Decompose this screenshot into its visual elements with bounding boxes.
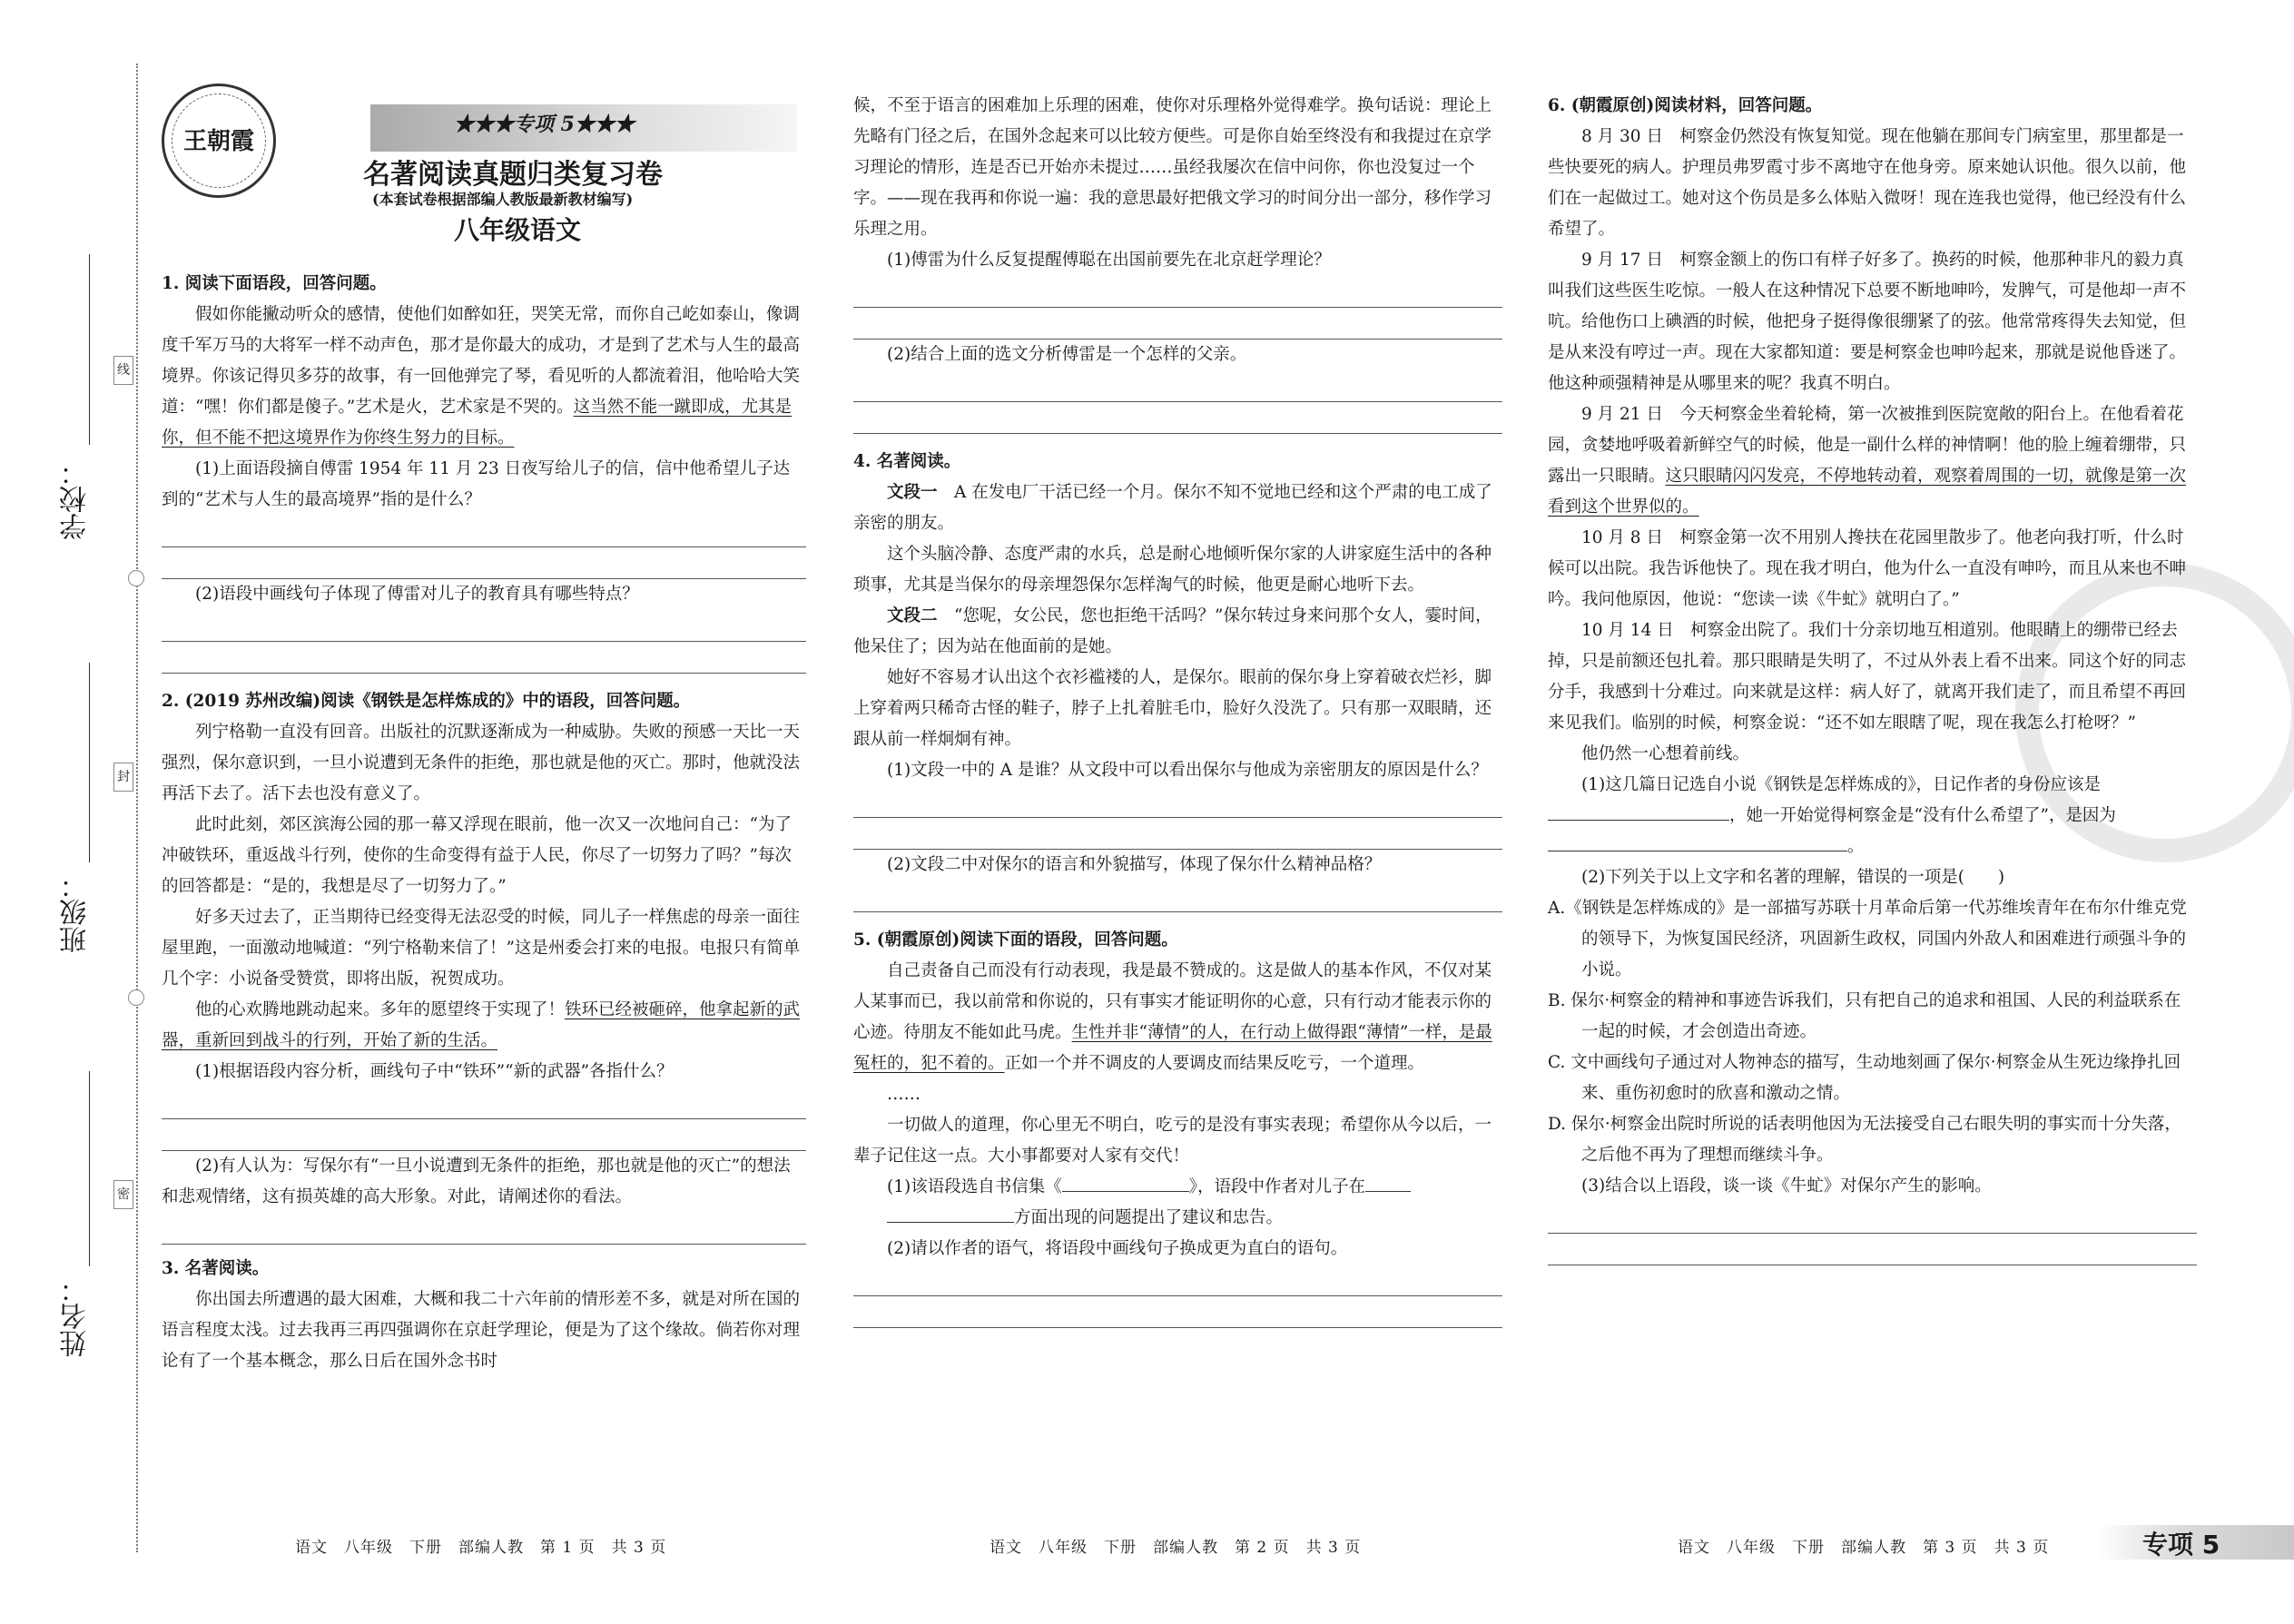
answer-line[interactable] [162,642,806,674]
series-label: ★★★专项 5★★★ [454,113,635,136]
answer-line[interactable] [853,818,1502,850]
class-label: 班级： [60,871,92,953]
q2-p4: 他的心欢腾地跳动起来。多年的愿望终于实现了！铁环已经被砸碎，他拿起新的武器，重新回到战斗的行列，开始了新的生活。 [162,1000,801,1050]
q4-sub1: (1)文段一中的 A 是谁？从文段中可以看出保尔与他成为亲密朋友的原因是什么？ [887,761,1488,780]
q6-title: 6. (朝霞原创)阅读材料，回答问题。 [1548,96,1823,115]
q6-p2: 9 月 17 日 柯察金额上的伤口有样子好多了。换药的时候，他那种非凡的毅力真叫我们这些医生吃惊。一般人在这种情况下总要不断地呻吟，发脾气，可是他却一声不吭。给他伤口上碘酒的时候，他把身子挺得像很绷紧了的弦。他常常疼得失去知觉，但是从来没有哼过一声。现在大家都知道：要是柯察金也呻吟起来，那就是说他昏迷了。他这种顽强精神是从哪里来的呢？我真不明白。 [1548,251,2187,393]
footer-page-3: 语文 八年级 下册 部编人教 第 3 页 共 3 页 [1678,1539,2050,1557]
q5-sub1-cont: 方面出现的问题提出了建议和忠告。 [853,1203,1502,1234]
class-field[interactable] [89,663,90,862]
q1-passage: 假如你能撇动听众的感情，使他们如醉如狂，哭笑无常，而你自己屹如泰山，像调度千军万马的大将军一样不动声色，那才是你最大的成功，才是到了艺术与人生的最高境界。你该记得贝多芬的故事，有一回他弹完了琴，看见听的人都流着泪，他哈哈大笑道：“嘿！你们都是傻子。”艺术是火，艺术家是不哭的。这当然不能一蹴即成，尤其是你，但不能不把这境界作为你终生努力的目标。 [162,305,801,448]
answer-line[interactable] [853,370,1502,402]
q2-underlined: 铁环已经被砸碎，他拿起新的武器，重新回到战斗的行列，开始了新的生活。 [162,1000,801,1050]
q3-title: 3. 名著阅读。 [162,1259,270,1278]
page-3-column [1548,91,2197,1265]
q2-title: 2. (2019 苏州改编)阅读《钢铁是怎样炼成的》中的语段，回答问题。 [162,692,691,711]
paper-subject: 八年级语文 [454,215,582,245]
q4-seg2: 文段二 “您呢，女公民，您也拒绝干活吗？”保尔转过身来问那个女人，霎时间，他呆住了；因为站在他面前的是她。 [853,606,1492,656]
answer-line[interactable] [162,1088,806,1119]
logo-icon [162,84,276,198]
school-field[interactable] [89,254,90,445]
paper-title: 名著阅读真题归类复习卷 [363,159,663,191]
q1-underlined: 这当然不能一蹴即成，尤其是你，但不能不把这境界作为你终生努力的目标。 [162,398,793,448]
q6-option-b[interactable]: B. 保尔·柯察金的精神和事迹告诉我们，只有把自己的追求和祖国、人民的利益联系在一起的时候，才会创造出奇迹。 [1548,991,2181,1041]
binding-mark-feng: 封 [113,763,133,792]
q5-sub2: (2)请以作者的语气，将语段中画线句子换成更为直白的语句。 [887,1239,1348,1258]
q6-sub1: (1)这几篇日记选自小说《钢铁是怎样炼成的》，日记作者的身份应该是，她一开始觉得柯察金是“没有什么希望了”，是因为。 [1548,770,2197,862]
q6-sub3: (3)结合以上语段，谈一谈《牛虻》对保尔产生的影响。 [1581,1176,1992,1196]
q6-p3: 9 月 21 日 今天柯察金坐着轮椅，第一次被推到医院宽敞的阳台上。在他看着花园，贪婪地呼吸着新鲜空气的时候，他是一副什么样的神情啊！他的脸上缠着绷带，只露出一只眼睛。这只眼睛闪闪发亮，不停地转动着，观察着周围的一切，就像是第一次看到这个世界似的。 [1548,405,2187,517]
fill-blank[interactable] [887,1204,1014,1223]
q5-sub1: (1)该语段选自书信集《 》，语段中作者对儿子在 [853,1172,1502,1203]
q6-option-a[interactable]: A.《钢铁是怎样炼成的》是一部描写苏联十月革命后第一代苏维埃青年在布尔什维克党的领导下，为恢复国民经济，巩固新生政权，同国内外敌人和困难进行顽强斗争的小说。 [1548,899,2187,979]
q4-seg1-label: 文段一 [887,483,938,502]
q5-underlined: 生性并非“薄情”的人，在行动上做得跟“薄情”一样，是最冤枉的，犯不着的。 [853,1023,1492,1073]
q3-sub2: (2)结合上面的选文分析傅雷是一个怎样的父亲。 [887,345,1247,364]
q1-title: 1. 阅读下面语段，回答问题。 [162,274,387,293]
q4-seg1: 文段一 A 在发电厂干活已经一个月。保尔不知不觉地已经和这个严肃的电工成了亲密的朋友。 [853,483,1492,533]
answer-line[interactable] [853,402,1502,434]
name-field[interactable] [89,1071,90,1266]
q6-sub2: (2)下列关于以上文字和名著的理解，错误的一项是( ) [1581,868,2005,887]
q4-title: 4. 名著阅读。 [853,452,961,471]
logo-text: 王朝霞 [182,128,254,155]
q6-underlined: 这只眼睛闪闪发亮，不停地转动着，观察着周围的一切，就像是第一次看到这个世界似的。 [1548,467,2187,517]
fill-blank[interactable] [1365,1173,1411,1192]
q6-option-c[interactable]: C. 文中画线句子通过对人物神态的描写，生动地刻画了保尔·柯察金从生死边缘挣扎回来、重伤初愈时的欣喜和激动之情。 [1548,1053,2181,1103]
q5-p2: 一切做人的道理，你心里无不明白，吃亏的是没有事实表现；希望你从今以后，一辈子记住这一点。大小事都要对人家有交代！ [853,1116,1492,1166]
q6-p5: 10 月 14 日 柯察金出院了。我们十分亲切地互相道别。他眼睛上的绷带已经去掉，只是前额还包扎着。那只眼睛是失明了，不过从外表上看不出来。同这个好的同志分手，我感到十分难过。向来就是这样：病人好了，就离开我们走了，而且希望不再回来见我们。临别的时候，柯察金说：“还不如左眼瞎了呢，现在我怎么打枪呀？” [1548,621,2187,733]
q4-seg2-b: 她好不容易才认出这个衣衫褴褛的人，是保尔。眼前的保尔身上穿着破衣烂衫，脚上穿着两只稀奇古怪的鞋子，脖子上扎着脏毛巾，脸好久没洗了。只有那一双眼睛，还跟从前一样炯炯有神。 [853,668,1492,749]
name-label: 姓名： [60,1275,92,1357]
paper-note: (本套试卷根据部编人教版最新教材编写) [372,191,634,208]
q1-sub2: (2)语段中画线句子体现了傅雷对儿子的教育具有哪些特点？ [195,585,639,604]
q4-sub2: (2)文段二中对保尔的语言和外貌描写，体现了保尔什么精神品格？ [887,855,1382,874]
answer-line[interactable] [162,610,806,642]
q3-passage-cont: 候，不至于语言的困难加上乐理的困难，使你对乐理格外觉得难学。换句话说：理论上先略有门径之后，在国外念起来可以比较方便些。可是你自始至终没有和我提过在京学习理论的情形，连是否已开始亦未提过……虽经我屡次在信中问你，你也没复过一个字。——现在我再和你说一遍：我的意思最好把俄文学习的时间分出一部分，移作学习乐理之用。 [853,96,1492,239]
answer-line[interactable] [853,1265,1502,1296]
footer-page-2: 语文 八年级 下册 部编人教 第 2 页 共 3 页 [989,1539,1362,1557]
q6-p6: 他仍然一心想着前线。 [1581,744,1750,763]
q2-p2: 此时此刻，郊区滨海公园的那一幕又浮现在眼前，他一次又一次地问自己：“为了冲破铁环，重返战斗行列，使你的生命变得有益于人民，你尽了一切努力了吗？”每次的回答都是：“是的，我想是尽了一切努力了。” [162,815,792,896]
answer-line[interactable] [853,1296,1502,1328]
answer-line[interactable] [162,547,806,579]
answer-line[interactable] [1548,1202,2197,1234]
q6-p1: 8 月 30 日 柯察金仍然没有恢复知觉。现在他躺在那间专门病室里，那里都是一些快要死的病人。护理员弗罗霞寸步不离地守在他身旁。原来她认识他。很久以前，他们在一起做过工。她对这个伤员是多么体贴入微呀！现在连我也觉得，他已经没有什么希望了。 [1548,127,2187,239]
binding-mark-mi: 密 [113,1180,133,1209]
binding-mark-xian: 线 [113,356,133,385]
answer-line[interactable] [853,881,1502,912]
answer-line[interactable] [853,308,1502,340]
answer-line[interactable] [162,516,806,547]
school-label: 学校： [60,458,92,540]
answer-line[interactable] [853,276,1502,308]
q6-option-d[interactable]: D. 保尔·柯察金出院时所说的话表明他因为无法接受自己右眼失明的事实而十分失落，之后他不再为了理想而继续斗争。 [1548,1115,2181,1165]
page-2-column [853,91,1502,1328]
q2-p1: 列宁格勒一直没有回音。出版社的沉默逐渐成为一种威胁。失败的预感一天比一天强烈，保尔意识到，一旦小说遭到无条件的拒绝，那也就是他的灭亡。那时，他就没法再活下去了。活下去也没有意义了。 [162,723,801,803]
q5-ellipsis: …… [887,1085,921,1104]
answer-line[interactable] [1548,1234,2197,1265]
q4-seg2-label: 文段二 [887,606,938,625]
fill-blank[interactable] [1062,1173,1189,1192]
answer-line[interactable] [162,1119,806,1151]
binding-hole-icon [128,989,144,1006]
answer-line[interactable] [853,786,1502,818]
q3-passage-start: 你出国去所遭遇的最大困难，大概和我二十六年前的情形差不多，就是对所在国的语言程度太浅。过去我再三再四强调你在京赶学理论，便是为了这个缘故。倘若你对理论有了一个基本概念，那么日后在国外念书时 [162,1290,801,1371]
footer-series-tag: 专项 5 [2142,1530,2220,1560]
q2-sub1: (1)根据语段内容分析，画线句子中“铁环”“新的武器”各指什么？ [195,1062,674,1081]
fill-blank[interactable] [1548,802,1729,821]
q2-sub2: (2)有人认为：写保尔有“一旦小说遭到无条件的拒绝，那也就是他的灭亡”的想法和悲观情绪，这有损英雄的高大形象。对此，请阐述你的看法。 [162,1156,791,1206]
q5-p1: 自己责备自己而没有行动表现，我是最不赞成的。这是做人的基本作风，不仅对某人某事而已，我以前常和你说的，只有事实才能证明你的心意，只有行动才能表示你的心迹。待朋友不能如此马虎。生性并非“薄情”的人，在行动上做得跟“薄情”一样，是最冤枉的，犯不着的。正如一个并不调皮的人要调皮而结果反吃亏，一个道理。 [853,961,1492,1073]
answer-line[interactable] [162,1213,806,1245]
binding-hole-icon [128,570,144,586]
page-1-column [162,269,806,1377]
q4-seg1-b: 这个头脑冷静、态度严肃的水兵，总是耐心地倾听保尔家的人讲家庭生活中的各种琐事，尤其是当保尔的母亲埋怨保尔怎样淘气的时候，他更是耐心地听下去。 [853,545,1492,595]
footer-page-1: 语文 八年级 下册 部编人教 第 1 页 共 3 页 [295,1539,667,1557]
q6-p4: 10 月 8 日 柯察金第一次不用别人搀扶在花园里散步了。他老向我打听，什么时候可以出院。我告诉他快了。现在我才明白，他为什么一直没有呻吟，而且从来也不呻吟。我问他原因，他说：“您读一读《牛虻》就明白了。” [1548,528,2187,609]
binding-dashed-line [136,64,138,1552]
q3-sub1: (1)傅雷为什么反复提醒傅聪在出国前要先在北京赶学理论？ [887,251,1331,270]
q1-sub1: (1)上面语段摘自傅雷 1954 年 11 月 23 日夜写给儿子的信，信中他希望儿子达到的“艺术与人生的最高境界”指的是什么？ [162,459,791,509]
fill-blank[interactable] [1548,832,1847,851]
q5-title: 5. (朝霞原创)阅读下面的语段，回答问题。 [853,930,1178,950]
q2-p3: 好多天过去了，正当期待已经变得无法忍受的时候，同儿子一样焦虑的母亲一面往屋里跑，一面激动地喊道：“列宁格勒来信了！”这是州委会打来的电报。电报只有简单几个字：小说备受赞赏，即将出版，祝贺成功。 [162,908,801,989]
